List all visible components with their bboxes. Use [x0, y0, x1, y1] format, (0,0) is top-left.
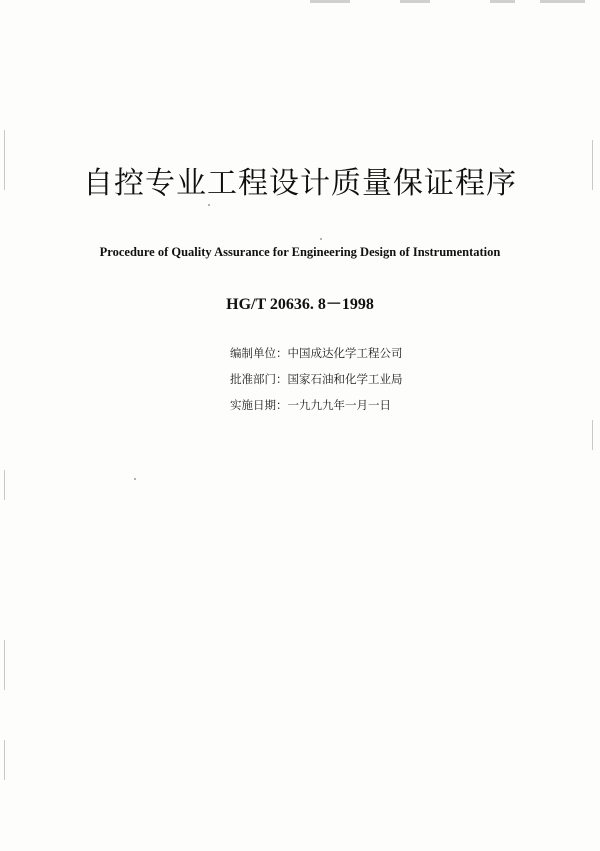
- info-effective-date: [230, 396, 490, 422]
- scan-artifact: [310, 0, 350, 3]
- scan-speck: [320, 238, 322, 240]
- info-compiler: [230, 344, 490, 370]
- info-value: 中国成达化学工程公司: [287, 346, 403, 360]
- document-title-english: Procedure of Quality Assurance for Engineering Design of Instrumentation: [99, 245, 501, 259]
- info-label: 实施日期：: [230, 398, 288, 412]
- scan-speck: [208, 204, 210, 206]
- standard-number: HG/T 20636. 8－1998: [226, 296, 374, 313]
- publication-info: [230, 344, 490, 422]
- scan-speck: [134, 478, 136, 480]
- info-label: 编制单位：: [230, 346, 288, 360]
- scan-artifact: [4, 740, 5, 780]
- scan-artifact: [400, 0, 430, 3]
- info-value: 国家石油和化学工业局: [287, 372, 403, 386]
- document-title-chinese: 自控专业工程设计质量保证程序: [83, 166, 517, 201]
- scan-artifact: [4, 640, 5, 690]
- info-label: 批准部门：: [230, 372, 288, 386]
- scan-artifact: [592, 420, 593, 450]
- scan-artifact: [4, 470, 5, 500]
- info-approver: [230, 370, 490, 396]
- scan-artifact: [490, 0, 515, 3]
- scan-artifact: [540, 0, 585, 3]
- info-value: 一九九九年一月一日: [287, 398, 391, 412]
